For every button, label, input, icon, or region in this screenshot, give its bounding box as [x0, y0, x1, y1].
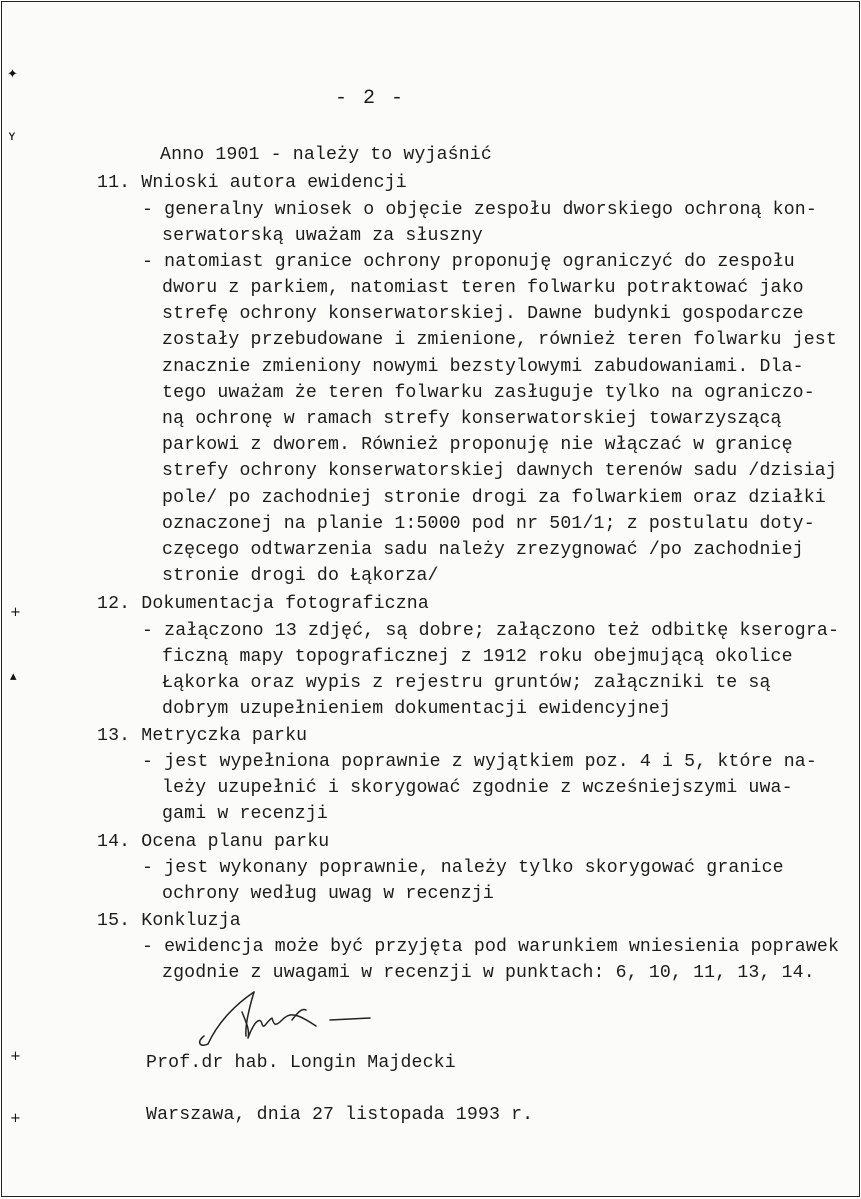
text-line: serwatorską uważam za słuszny	[162, 226, 483, 246]
page-number: - 2 -	[335, 87, 406, 110]
text-line: oznaczonej na planie 1:5000 pod nr 501/1; z postulatu doty-	[162, 514, 815, 534]
text-line: Łąkorka oraz wypis z rejestru gruntów; załączniki te są	[162, 673, 771, 693]
text-line: ficzną mapy topograficznej z 1912 roku obejmującą okolice	[162, 647, 793, 667]
section-heading-13: 13. Metryczka parku	[97, 726, 308, 746]
text-line: strefy ochrony konserwatorskiej dawnych terenów sadu /dzisiaj	[162, 461, 837, 481]
text-line: znacznie zmieniony nowymi bezstylowymi zabudowaniami. Dla-	[162, 357, 804, 377]
document-page	[1, 1, 860, 1197]
margin-mark-icon: +	[10, 1111, 21, 1126]
margin-mark-icon: ▴	[10, 669, 17, 684]
text-line: - ewidencja może być przyjęta pod warunkiem wniesienia poprawek	[142, 937, 840, 957]
text-line: stronie drogi do Łąkorza/	[162, 566, 439, 586]
handwritten-signature	[188, 982, 388, 1052]
text-line: - jest wykonany poprawnie, należy tylko skorygować granice	[142, 858, 784, 878]
text-line: - jest wypełniona poprawnie z wyjątkiem poz. 4 i 5, które na-	[142, 752, 817, 772]
text-line: - załączono 13 zdjęć, są dobre; załączono też odbitkę kserogra-	[142, 621, 840, 641]
signer-name: Prof.dr hab. Longin Majdecki	[146, 1053, 456, 1073]
text-line: ną ochronę w ramach strefy konserwatorskiej towarzyszącą	[162, 409, 782, 429]
margin-mark-icon: +	[10, 1049, 21, 1064]
margin-mark-icon: ✦	[7, 67, 18, 82]
margin-mark-icon: ʏ	[8, 129, 16, 144]
text-line: dobrym uzupełnieniem dokumentacji ewidencyjnej	[162, 699, 671, 719]
text-line: strefę ochrony konserwatorskiej. Dawne budynki gospodarcze	[162, 304, 804, 324]
section-heading-15: 15. Konkluzja	[97, 911, 241, 931]
text-line: ochrony według uwag w recenzji	[162, 884, 494, 904]
text-line: Anno 1901 - należy to wyjaśnić	[160, 145, 492, 165]
text-line: częcego odtwarzenia sadu należy zrezygnować /po zachodniej	[162, 540, 804, 560]
section-heading-11: 11. Wnioski autora ewidencji	[97, 173, 407, 193]
section-heading-14: 14. Ocena planu parku	[97, 832, 330, 852]
text-line: leży uzupełnić i skorygować zgodnie z wcześniejszymi uwa-	[162, 778, 793, 798]
text-line: parkowi z dworem. Również proponuję nie włączać w granicę	[162, 435, 793, 455]
text-line: zostały przebudowane i zmienione, również teren folwarku jest	[162, 330, 837, 350]
text-line: pole/ po zachodniej stronie drogi za folwarkiem oraz działki	[162, 488, 826, 508]
place-and-date: Warszawa, dnia 27 listopada 1993 r.	[146, 1105, 534, 1125]
margin-mark-icon: +	[10, 605, 21, 620]
text-line: dworu z parkiem, natomiast teren folwarku potraktować jako	[162, 278, 804, 298]
text-line: - generalny wniosek o objęcie zespołu dworskiego ochroną kon-	[142, 200, 817, 220]
text-line: - natomiast granice ochrony proponuję ograniczyć do zespołu	[142, 252, 795, 272]
section-heading-12: 12. Dokumentacja fotograficzna	[97, 594, 429, 614]
text-line: gami w recenzji	[162, 804, 328, 824]
text-line: tego uważam że teren folwarku zasługuje tylko na ograniczo-	[162, 383, 815, 403]
text-line: zgodnie z uwagami w recenzji w punktach: 6, 10, 11, 13, 14.	[162, 963, 815, 983]
